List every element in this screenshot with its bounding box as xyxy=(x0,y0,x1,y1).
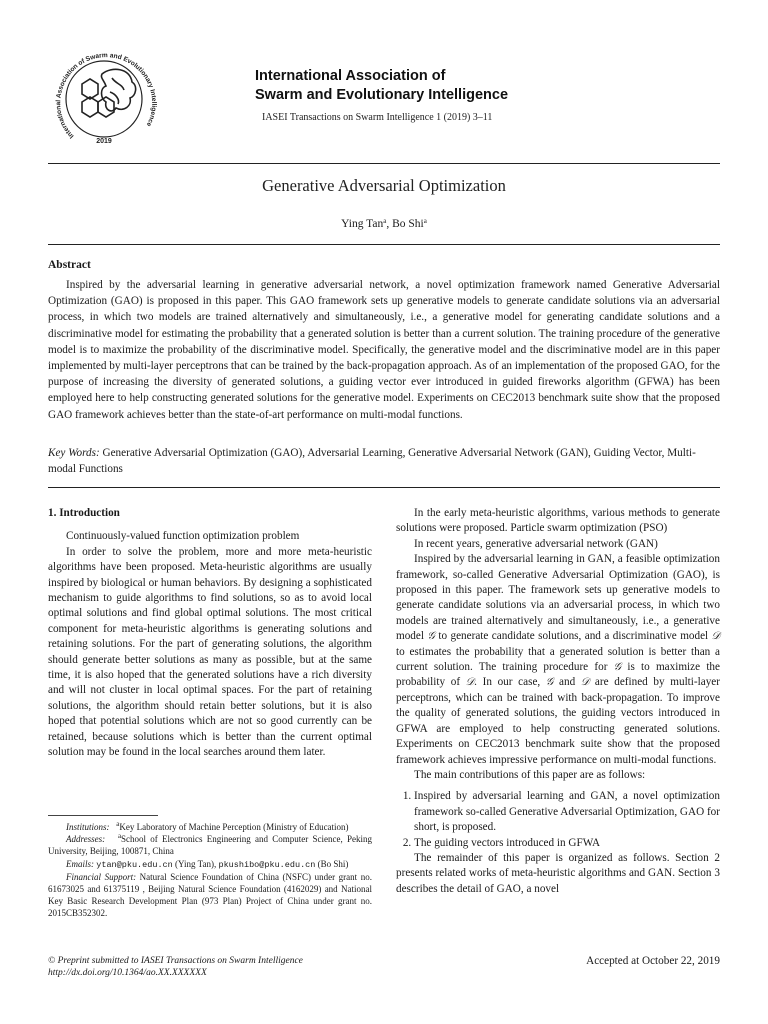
p3-segment-a: Inspired by the adversarial learning in GAN, a feasible optimization framework, so-called Generative Adversarial Optimization (GAO), is proposed in this paper. The framework sets up generative models to generate candidate solutions via an adversarial process, in which two models are trained alternatively and simultaneously, i.e., a generative model xyxy=(396,553,720,643)
email-link[interactable]: pkushibo@pku.edu.cn xyxy=(218,859,316,870)
footnote-sup: a xyxy=(116,820,120,828)
header-rule xyxy=(48,163,720,164)
footnote-label: Addresses: xyxy=(66,834,106,845)
right-paragraph-1: In the early meta-heuristic algorithms, various methods to generate solutions were proposed. Particle swarm optimization (PSO) xyxy=(396,507,720,535)
footnote-label: Emails: xyxy=(66,858,94,869)
org-line-1: International Association of xyxy=(255,68,446,84)
author-2-affiliation: a xyxy=(423,217,427,225)
footnote-rule xyxy=(48,815,158,816)
logo-ring-text: International Association of Swarm and Evolutionary Intelligence xyxy=(55,52,158,140)
journal-citation: IASEI Transactions on Swarm Intelligence 1 (2019) 3–11 xyxy=(262,112,493,123)
author-1: Ying Tan xyxy=(341,218,384,230)
keywords-rule xyxy=(48,487,720,488)
footnote-label: Institutions: xyxy=(66,822,110,832)
preprint-footer xyxy=(48,955,303,979)
p3-segment-d: is to maximize the probability of xyxy=(396,661,720,689)
preprint-notice: © Preprint submitted to IASEI Transactions on Swarm Intelligence xyxy=(48,956,303,966)
paper-title: Generative Adversarial Optimization xyxy=(262,176,506,195)
footnote-funding xyxy=(48,871,372,920)
keywords-label: Key Words: xyxy=(48,447,100,459)
symbol-d: 𝒟 xyxy=(711,630,720,643)
abstract-text: Inspired by the adversarial learning in generative adversarial network, a novel optimization framework named Generative Adversarial Optimization (GAO) is proposed in this paper. This GAO framework sets up generative models to generate candidate solutions via an adversarial process, in which two models are trained alternatively and simultaneously, i.e., a generative model for generating candidate solutions and a discriminative model for estimating the probability that a generated solution is better than a current solution. The training procedure of the generative model is to maximize the probability of the discriminative model. Specifically, the generative model and the discriminative model are in this paper implemented by multi-layer perceptrons that can be trained by the back-propagation approach. As of an implementation of the proposed GAO, for the purpose of increasing the diversity of generated solutions, a guiding vector ever introduced in guided fireworks algorithm (GFWA) has been employed here to help constructing generated solutions for the generative model. Experiments on CEC2013 benchmark suite show that the proposed GAO framework achieves better than the state-of-art performance on multi-modal functions. xyxy=(48,279,720,421)
footnote-label: Financial Support: xyxy=(66,871,137,882)
footnotes xyxy=(48,821,372,920)
email-owner: (Ying Tan), xyxy=(172,858,219,869)
right-column xyxy=(396,506,720,897)
symbol-g: 𝒢 xyxy=(613,661,622,674)
list-item: 2. The guiding vectors introduced in GFWA xyxy=(414,836,720,851)
right-paragraph-3 xyxy=(396,552,720,768)
email-link[interactable]: ytan@pku.edu.cn xyxy=(96,859,173,870)
footnote-text: School of Electronics Engineering and Computer Science, Peking University, Beijing, 100871, China xyxy=(48,834,372,857)
author-1-affiliation: a xyxy=(383,217,387,225)
author-2: Bo Shi xyxy=(392,218,424,230)
footnote-emails xyxy=(48,858,372,871)
section-heading-introduction: 1. Introduction xyxy=(48,507,120,519)
p3-segment-e: . In our case, xyxy=(474,676,546,689)
org-line-2: Swarm and Evolutionary Intelligence xyxy=(255,87,509,103)
right-paragraph-2: In recent years, generative adversarial network (GAN) xyxy=(414,537,658,550)
right-paragraph-4: The main contributions of this paper are as follows: xyxy=(414,768,646,781)
email-owner: (Bo Shi) xyxy=(315,858,349,869)
left-column xyxy=(48,506,372,761)
p3-segment-c: to estimates the probability that a generated solution is better than a current solution. The training procedure for xyxy=(396,645,720,674)
symbol-g: 𝒢 xyxy=(427,630,435,643)
footnote-institutions xyxy=(48,821,372,833)
authors xyxy=(48,218,720,230)
symbol-d: 𝒟 xyxy=(465,676,475,689)
footnote-sup: a xyxy=(117,832,122,841)
doi-link[interactable]: http://dx.doi.org/10.1364/ao.XX.XXXXXX xyxy=(48,968,207,978)
accepted-date: Accepted at October 22, 2019 xyxy=(586,955,720,967)
p3-segment-f: and xyxy=(553,676,581,689)
title-rule xyxy=(48,244,720,245)
author-separator: , xyxy=(386,218,393,230)
iasei-logo xyxy=(42,44,162,154)
right-paragraph-5: The remainder of this paper is organized as follows. Section 2 presents related works of meta-heuristic algorithms and GAN. Section 3 describes the detail of GAO, a novel xyxy=(396,851,720,895)
symbol-g: 𝒢 xyxy=(545,676,554,689)
p3-segment-b: to generate candidate solutions, and a discriminative model xyxy=(434,630,712,643)
intro-paragraph-2: In order to solve the problem, more and more meta-heuristic algorithms have been proposed. Meta-heuristic algorithms are usually inspired by biological or human behaviors. By designing a sophisticated mechanism to guide algorithms to find solutions, so as to avoid local optimal solutions and find global optimal solutions. The most critical component for meta-heuristic algorithms is generating solutions and retaining solutions. For the part of generating solutions, the algorithm should generate better solutions as many as possible, but at the same time, it is also hoped that the generated solutions have a rich diversity and will not cluster in local optimal spaces. For the part of retaining solutions, the algorithm should retain better solutions, but it is also hoped that potential solutions which are not so good currently can be retained, because solutions which is better than the current optimal solution may be found in the local searches around them later. xyxy=(48,545,372,759)
footnote-addresses xyxy=(48,833,372,857)
abstract-heading: Abstract xyxy=(48,259,91,271)
contributions-list xyxy=(396,789,720,851)
list-item: 1. Inspired by adversarial learning and GAN, a novel optimization framework so-called Generative Adversarial Optimization, GAO for short, is proposed. xyxy=(414,789,720,835)
p3-segment-g: are defined by multi-layer perceptrons, which can be trained with back-propagation. To improve the quality of generated solutions, the guiding vectors introduced in GFWA are employed to help constructing generated solutions. Experiments on CEC2013 benchmark suite show that the proposed framework achieves impressive performance on multi-modal functions. xyxy=(396,676,720,766)
footnote-text: Key Laboratory of Machine Perception (Ministry of Education) xyxy=(119,822,349,832)
organization-name xyxy=(255,67,555,105)
keywords xyxy=(48,445,720,477)
intro-paragraph-1: Continuously-valued function optimization problem xyxy=(66,530,300,543)
logo-year: 2019 xyxy=(96,138,112,145)
symbol-d: 𝒟 xyxy=(580,676,590,689)
footnote-text: Natural Science Foundation of China (NSFC) under grant no. 61673025 and 61375119 , Beijing Natural Science Foundation (4162029) and National Key Basic Research Development Plan (973 Plan) Project of China under grant no. 2015CB352302. xyxy=(48,871,372,919)
keywords-text: Generative Adversarial Optimization (GAO), Adversarial Learning, Generative Adversarial Network (GAN), Guiding Vector, Multi-modal Functions xyxy=(48,447,696,476)
